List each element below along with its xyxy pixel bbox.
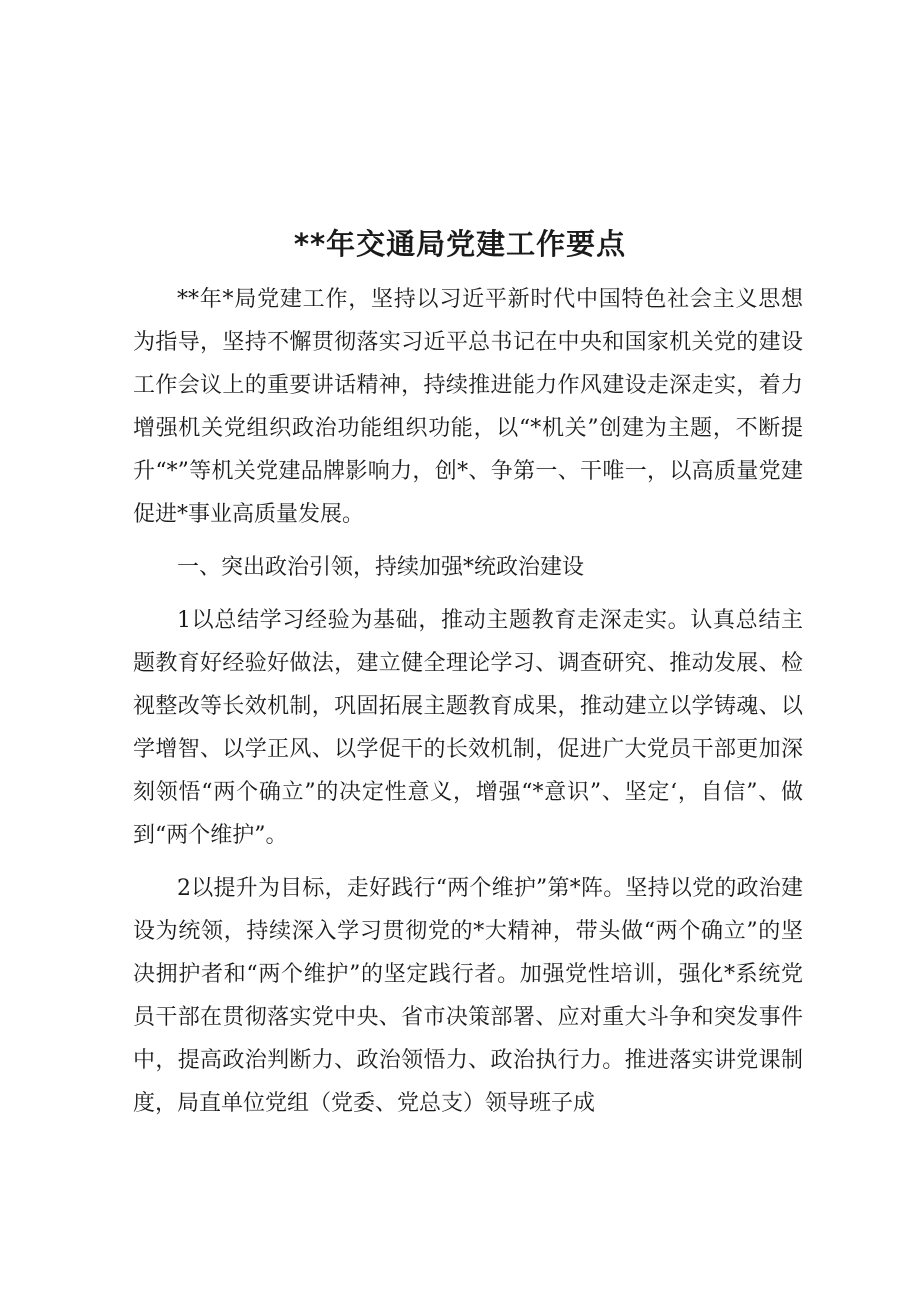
- item-2-paragraph: 2以提升为目标，走好践行“两个维护”第*阵。坚持以党的政治建设为统领，持续深入学习贯彻党的*大精神，带头做“两个确立”的坚决拥护者和“两个维护”的坚定践行者。加强党性培训，强化*系统党员干部在贯彻落实党中央、省市决策部署、应对重大斗争和突发事件中，提高政治判断力、政治领悟力、政治执行力。推进落实讲党课制度，局直单位党组（党委、党总支）领导班子成: [133, 876, 803, 1116]
- intro-paragraph: **年*局党建工作，坚持以习近平新时代中国特色社会主义思想为指导，坚持不懈贯彻落实习近平总书记在中央和国家机关党的建设工作会议上的重要讲话精神，持续推进能力作风建设走深走实，着力增强机关党组织政治功能组织功能，以“*机关”创建为主题，不断提升“*”等机关党建品牌影响力，创*、争第一、干唯一，以高质量党建促进*事业高质量发展。: [133, 287, 803, 527]
- document-title: **年交通局党建工作要点: [293, 227, 627, 261]
- section-heading: 一、突出政治引领，持续加强*统政治建设: [177, 555, 585, 580]
- item-1-paragraph: 1以总结学习经验为基础，推动主题教育走深走实。认真总结主题教育好经验好做法，建立健全理论学习、调查研究、推动发展、检视整改等长效机制，巩固拓展主题教育成果，推动建立以学铸魂、以学增智、以学正风、以学促干的长效机制，促进广大党员干部更加深刻领悟“两个确立”的决定性意义，增强“*意识”、坚定‘，自信”、做到“两个维护”。: [133, 608, 803, 848]
- document-body: [133, 278, 803, 1125]
